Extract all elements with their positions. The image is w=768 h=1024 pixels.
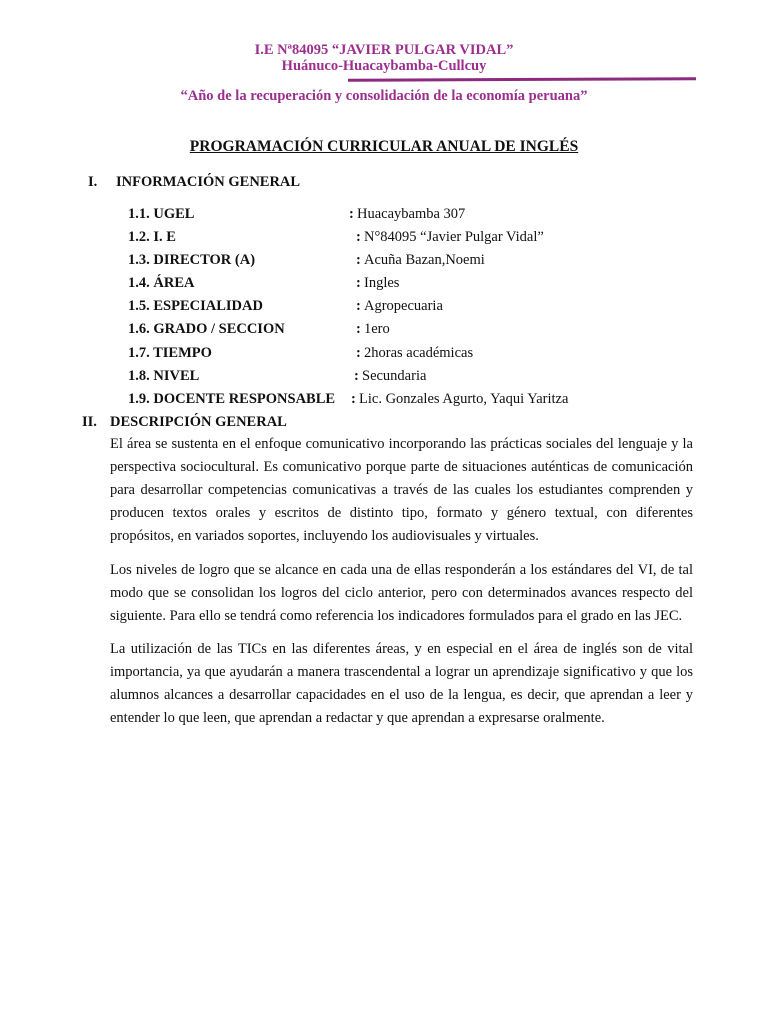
info-label: 1.3. DIRECTOR (A)	[128, 252, 256, 268]
description-paragraph-2: Los niveles de logro que se alcance en cada una de ellas responderán a los estándares del VI, de tal modo que se consolidan los logros del ciclo anterior, pero con determinados avances respecto del siguiente. Para ello se tendrá como referencia los indicadores formulados para el grado en las JEC.	[110, 562, 693, 624]
section-2-number: II.	[82, 414, 97, 430]
info-label: 1.7. TIEMPO	[128, 345, 212, 361]
school-header	[0, 42, 768, 74]
info-label: 1.6. GRADO / SECCION	[128, 321, 285, 337]
info-value: N°84095 “Javier Pulgar Vidal”	[364, 229, 544, 245]
info-value: Lic. Gonzales Agurto, Yaqui Yaritza	[359, 391, 569, 407]
document-title: PROGRAMACIÓN CURRICULAR ANUAL DE INGLÉS	[189, 138, 579, 155]
info-value: Agropecuaria	[364, 298, 443, 314]
info-separator: :	[356, 345, 361, 361]
info-label: 1.9. DOCENTE RESPONSABLE	[128, 391, 336, 407]
section-1-title: INFORMACIÓN GENERAL	[116, 174, 301, 190]
section-2-title: DESCRIPCIÓN GENERAL	[110, 414, 287, 430]
info-label: 1.4. ÁREA	[128, 275, 195, 291]
info-label: 1.2. I. E	[128, 229, 176, 245]
info-value: Huacaybamba 307	[357, 206, 466, 222]
info-separator: :	[351, 391, 356, 407]
description-paragraph-3: La utilización de las TICs en las diferentes áreas, y en especial en el área de inglés son de vital importancia, ya que ayudarán a manera trascendental a lograr un aprendizaje significativo y que los alumnos alcances a desarrollar capacidades en el uso de la lengua, es decir, que aprendan a leer y entender lo que leen, que aprendan a redactar y que aprendan a expresarse oralmente.	[110, 641, 693, 726]
school-location: Huánuco-Huacaybamba-Cullcuy	[281, 58, 487, 74]
info-separator: :	[356, 298, 361, 314]
info-separator: :	[356, 321, 361, 337]
info-separator: :	[356, 252, 361, 268]
info-label: 1.5. ESPECIALIDAD	[128, 298, 263, 314]
info-separator: :	[356, 275, 361, 291]
header-divider	[348, 77, 696, 82]
info-value: Ingles	[364, 275, 400, 291]
year-motto: “Año de la recuperación y consolidación de la economía peruana”	[180, 88, 588, 104]
info-separator: :	[354, 368, 359, 384]
info-value: Secundaria	[362, 368, 427, 384]
info-label: 1.1. UGEL	[128, 206, 195, 222]
info-separator: :	[356, 229, 361, 245]
school-name: I.E Nª84095 “JAVIER PULGAR VIDAL”	[254, 42, 514, 58]
info-value: 1ero	[364, 321, 390, 337]
info-label: 1.8. NIVEL	[128, 368, 200, 384]
description-paragraph-1: El área se sustenta en el enfoque comunicativo incorporando las prácticas sociales del lenguaje y la perspectiva sociocultural. Es comunicativo porque parte de situaciones auténticas de comunicación para desarrollar competencias comunicativas a través de las cuales los estudiantes comprenden y producen textos orales y escritos de distinto tipo, formato y género textual, con diferentes propósitos, en variados soportes, incluyendo los audiovisuales y virtuales.	[110, 436, 693, 544]
section-1-number: I.	[88, 174, 98, 190]
info-value: Acuña Bazan,Noemi	[364, 252, 485, 268]
info-value: 2horas académicas	[364, 345, 474, 361]
info-separator: :	[349, 206, 354, 222]
